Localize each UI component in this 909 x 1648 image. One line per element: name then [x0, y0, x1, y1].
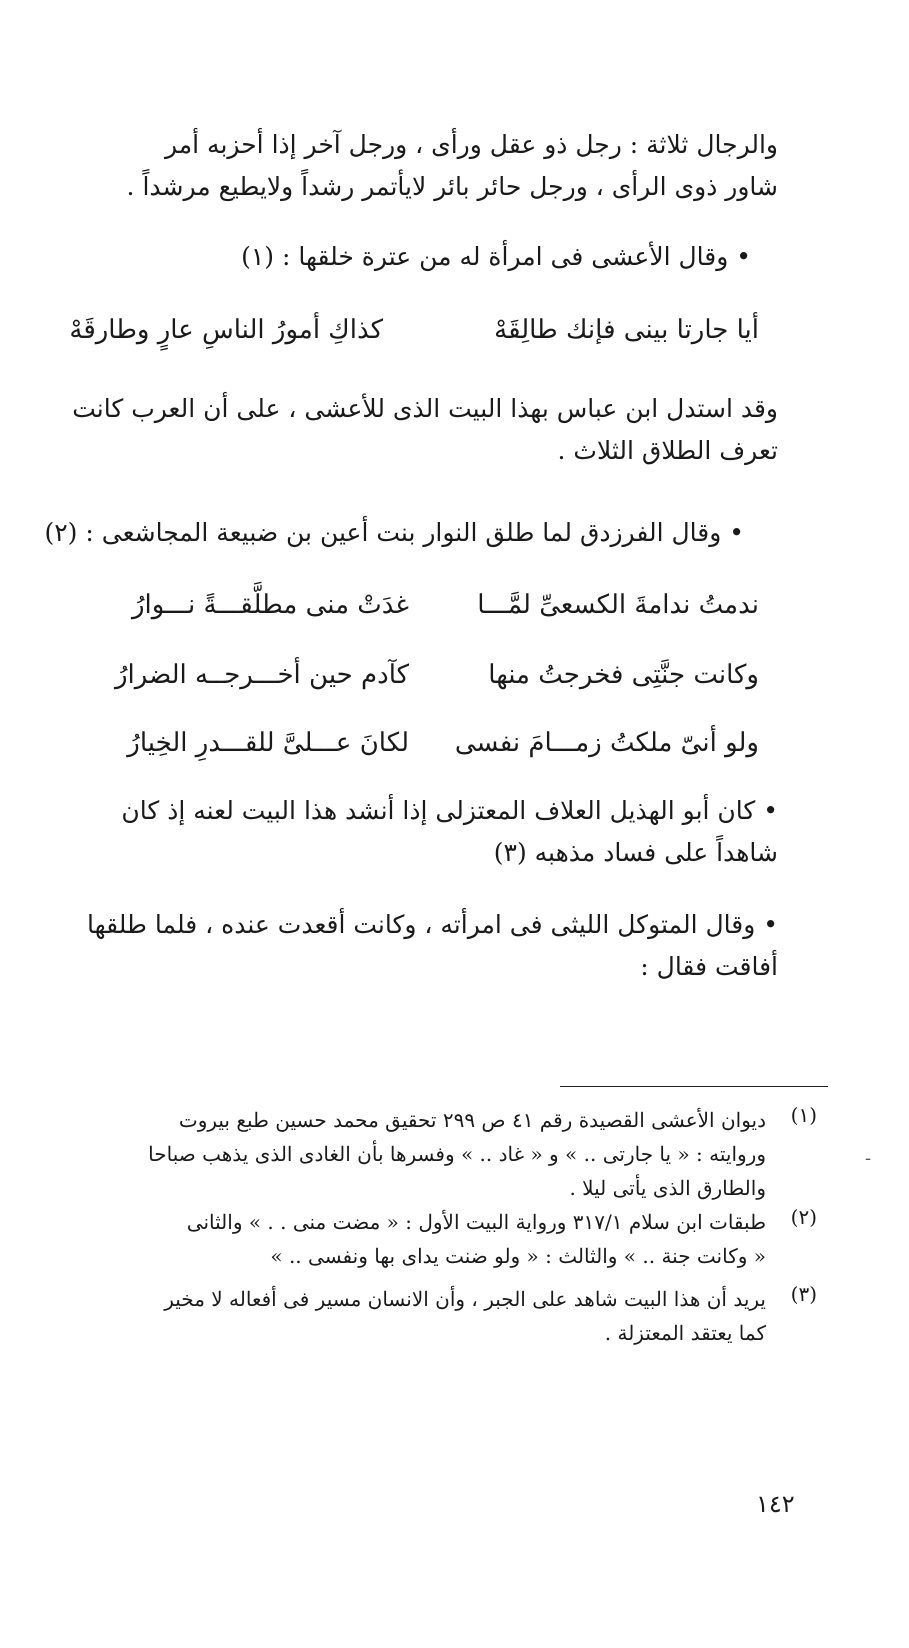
poem-intro-farazdaq: • وقال الفرزدق لما طلق النوار بنت أعين بن ضبيعة المجاشعى : (٢)	[44, 518, 744, 547]
footnote-line: كما يعتقد المعتزلة .	[604, 1321, 766, 1345]
page-number: ١٤٢	[756, 1490, 795, 1518]
footnote-line: طبقات ابن سلام ٣١٧/١ ورواية البيت الأول : « مضت منى . . » والثانى	[186, 1210, 766, 1234]
verse-hemistich-first: ندمتُ ندامةَ الكسعىِّ لمَّـــا	[477, 590, 759, 620]
paragraph-line: تعرف الطلاق الثلاث .	[557, 436, 778, 465]
verse-hemistich-first: وكانت جنَّتِى فخرجتُ منها	[488, 660, 759, 690]
poem-intro-asha: • وقال الأعشى فى امرأة له من عترة خلقها : (١)	[241, 242, 751, 271]
footnote-line: والطارق الذى يأتى ليلا .	[569, 1176, 766, 1200]
footnote-line: وروايته : « يا جارتى .. » و « غاد .. » وفسرها بأن الغادى الذى يذهب صباحا	[148, 1142, 766, 1166]
footnote-number: (٢)	[790, 1205, 817, 1229]
paragraph-line: وقد استدل ابن عباس بهذا البيت الذى للأعشى ، على أن العرب كانت	[72, 394, 778, 423]
paragraph-line: • وقال المتوكل الليثى فى امرأته ، وكانت أقعدت عنده ، فلما طلقها	[86, 910, 778, 939]
paragraph-line: • كان أبو الهذيل العلاف المعتزلى إذا أنشد هذا البيت لعنه إذ كان	[121, 796, 778, 825]
paragraph-line: شاور ذوى الرأى ، ورجل حائر بائر لايأتمر رشداً ولايطيع مرشداً .	[126, 172, 778, 201]
verse-hemistich-first: ولو أنىّ ملكتُ زمـــامَ نفسى	[454, 728, 759, 758]
paragraph-line: شاهداً على فساد مذهبه (٣)	[493, 838, 778, 867]
footnote-1	[72, 1103, 766, 1205]
verse-hemistich-second: غدَتْ منى مطلَّقـــةً نـــوارُ	[131, 590, 409, 620]
footnote-3	[72, 1282, 766, 1350]
paragraph-ibn-abbas	[62, 388, 778, 472]
verse-hemistich-second: كذاكِ أمورُ الناسِ عارٍ وطارقَهْ	[69, 315, 383, 345]
footnote-line: « وكانت جنة .. » والثالث : « ولو ضنت يداى بها ونفسى .. »	[270, 1244, 766, 1268]
margin-mark: -	[865, 1148, 872, 1169]
footnote-number: (١)	[790, 1103, 817, 1127]
footnote-separator	[560, 1086, 828, 1087]
paragraph-line: أفاقت فقال :	[640, 952, 778, 981]
paragraph-men-three-types	[55, 124, 778, 208]
paragraph-line: والرجال ثلاثة : رجل ذو عقل ورأى ، ورجل آخر إذا أحزبه أمر	[164, 130, 778, 159]
verse-hemistich-first: أيا جارتا بينى فإنك طالِقَهْ	[494, 315, 759, 345]
verse-hemistich-second: كآدم حين أخـــرجــه الضرارُ	[114, 660, 409, 690]
footnote-number: (٣)	[790, 1282, 817, 1306]
verse-hemistich-second: لكانَ عـــلىَّ للقـــدرِ الخِيارُ	[127, 728, 409, 758]
footnote-2	[72, 1205, 766, 1273]
paragraph-mutawakkil	[62, 904, 778, 988]
footnote-line: ديوان الأعشى القصيدة رقم ٤١ ص ٢٩٩ تحقيق محمد حسين طبع بيروت	[178, 1108, 766, 1132]
paragraph-abu-hudhayl	[62, 790, 778, 874]
footnote-line: يريد أن هذا البيت شاهد على الجبر ، وأن الانسان مسير فى أفعاله لا مخير	[164, 1287, 766, 1311]
